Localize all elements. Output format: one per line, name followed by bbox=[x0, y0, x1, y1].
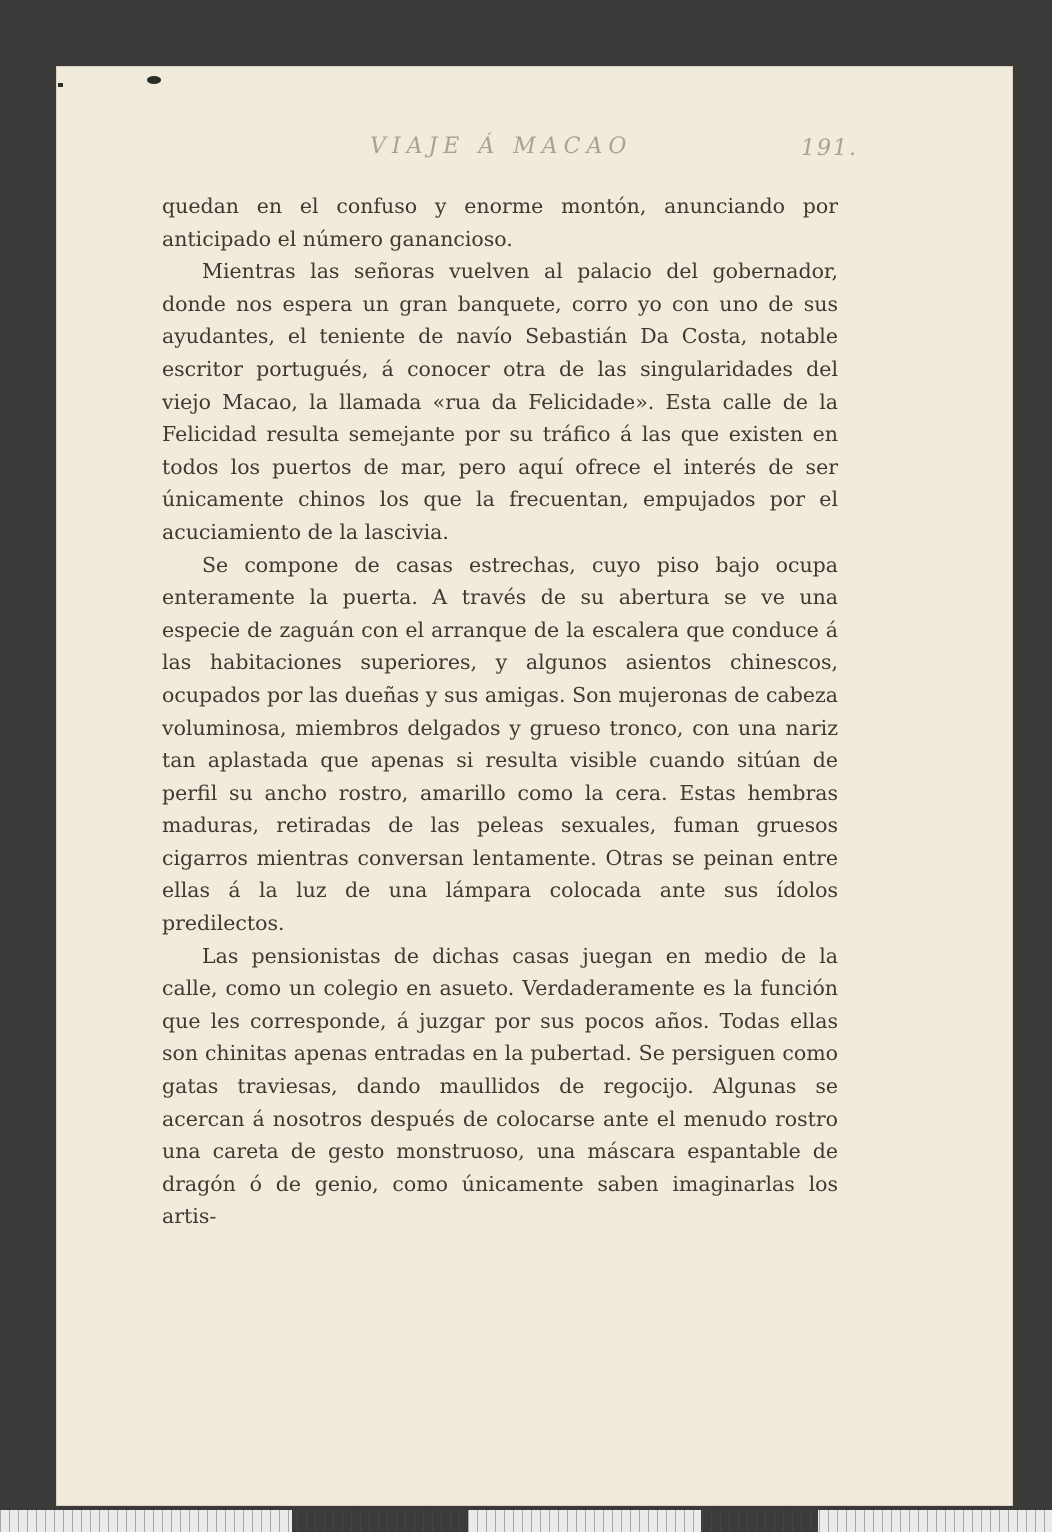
page-number: 191. bbox=[801, 136, 858, 161]
running-title: VIAJE Á MACAO bbox=[370, 134, 633, 159]
paragraph-4: Las pensionistas de dichas casas juegan en medio de la calle, como un colegio en asueto. Verdaderamente es la función que les corresponde, á juzgar por sus pocos años. Todas ellas son chinitas apenas entradas en la pubertad. Se persiguen como gatas traviesas, dando maullidos de regocijo. Algunas se acercan á nosotros después de colocarse ante el menudo rostro una careta de gesto monstruoso, una máscara espantable de dragón ó de genio, como únicamente saben imaginarlas los artis- bbox=[162, 943, 838, 1229]
scale-ruler bbox=[0, 1510, 1052, 1532]
paragraph-1: quedan en el confuso y enorme montón, anunciando por anticipado el número ganancioso. bbox=[162, 194, 838, 251]
book-page bbox=[56, 66, 1013, 1506]
ink-spot bbox=[147, 76, 161, 84]
paragraph-2: Mientras las señoras vuelven al palacio del gobernador, donde nos espera un gran banquete, corro yo con uno de sus ayudantes, el teniente de navío Sebastián Da Costa, notable escritor portugués, á conocer otra de las singularidades del viejo Macao, la llamada «rua da Felicidade». Esta calle de la Felicidad resulta semejante por su tráfico á las que existen en todos los puertos de mar, pero aquí ofrece el interés de ser únicamente chinos los que la frecuentan, empujados por el acuciamiento de la lascivia. bbox=[162, 259, 838, 544]
paragraph-3: Se compone de casas estrechas, cuyo piso bajo ocupa enteramente la puerta. A través de su abertura se ve una especie de zaguán con el arranque de la escalera que conduce á las habitaciones superiores, y algunos asientos chinescos, ocupados por las dueñas y sus amigas. Son mujeronas de cabeza voluminosa, miembros delgados y grueso tronco, con una nariz tan aplastada que apenas si resulta visible cuando sitúan de perfil su ancho rostro, amarillo como la cera. Estas hembras maduras, retiradas de las peleas sexuales, fuman gruesos cigarros mientras conversan lentamente. Otras se peinan entre ellas á la luz de una lámpara colocada ante sus ídolos predilectos. bbox=[162, 552, 838, 936]
body-text bbox=[162, 190, 838, 1233]
ink-spot-edge bbox=[58, 83, 63, 87]
